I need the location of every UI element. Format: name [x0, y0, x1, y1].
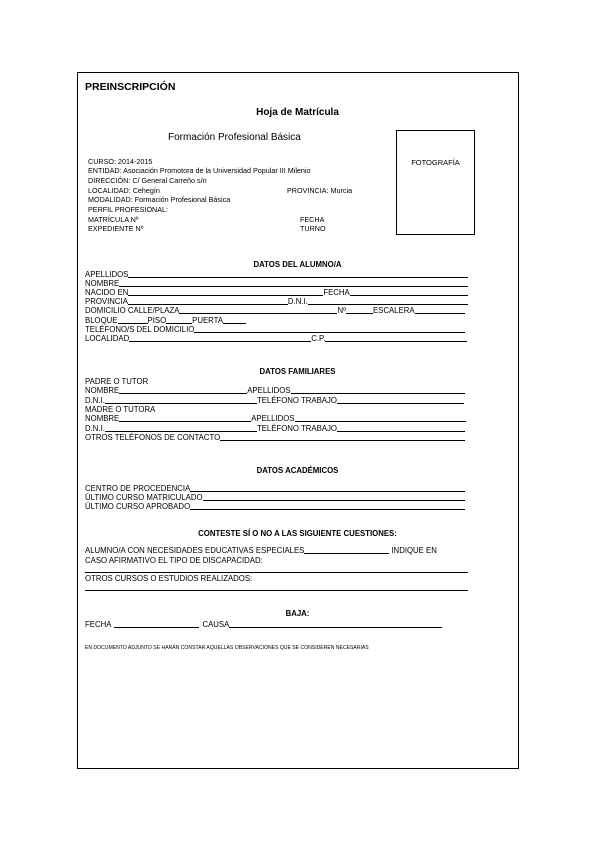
escalera-field[interactable] [415, 313, 465, 314]
numero-field[interactable] [346, 313, 373, 314]
padre-dni-row [85, 396, 464, 405]
madre-dni-field[interactable] [105, 431, 257, 432]
ultimo-aprobado-row [85, 502, 465, 511]
fecha-nacimiento-label: FECHA [323, 288, 350, 298]
photo-label: FOTOGRAFÍA [411, 158, 460, 167]
otros-telefonos-row [85, 433, 465, 442]
discapacidad-field[interactable] [85, 572, 468, 573]
info-expediente: EXPEDIENTE Nº [88, 224, 144, 233]
domicilio-field[interactable] [179, 313, 337, 314]
info-matricula: MATRÍCULA Nº [88, 215, 139, 224]
footer-note: EN DOCUMENTO ADJUNTO SE HARÁN CONSTAR AQUELLAS OBSERVACIONES QUE SE CONSIDEREN NECESARIAS [85, 645, 369, 651]
madre-nombre-row [85, 414, 466, 423]
baja-row [85, 620, 442, 629]
apellidos-field[interactable] [128, 277, 468, 278]
photo-box [396, 130, 475, 235]
section-alumno-heading: DATOS DEL ALUMNO/A [253, 260, 342, 269]
padre-dni-field[interactable] [105, 403, 257, 404]
necesidades-row [85, 546, 465, 555]
otros-cursos-label: OTROS CURSOS O ESTUDIOS REALIZADOS: [85, 574, 253, 584]
info-fecha: FECHA [300, 215, 325, 224]
info-curso: CURSO: 2014-2015 [88, 157, 153, 166]
numero-label: Nº [337, 306, 346, 316]
madre-apellidos-field[interactable] [295, 421, 466, 422]
nacimiento-row [85, 288, 468, 297]
section-baja-heading: BAJA: [285, 609, 310, 618]
nombre-row [85, 279, 468, 288]
madre-label: MADRE O TUTORA [85, 405, 156, 415]
baja-causa-label: CAUSA [202, 620, 230, 630]
apellidos-label: APELLIDOS [85, 270, 129, 280]
info-provincia: PROVINCIA: Murcia [287, 186, 353, 195]
puerta-field[interactable] [223, 323, 246, 324]
madre-nombre-label: NOMBRE [85, 414, 120, 424]
ultimo-matriculado-field[interactable] [203, 500, 465, 501]
necesidades-label: ALUMNO/A CON NECESIDADES EDUCATIVAS ESPECIALES [85, 546, 305, 556]
localidad-field[interactable] [129, 341, 311, 342]
ultimo-aprobado-label: ÚLTIMO CURSO APROBADO [85, 502, 191, 512]
puerta-label: PUERTA [192, 316, 224, 326]
localidad-label: LOCALIDAD [85, 334, 130, 344]
madre-dni-label: D.N.I. [85, 424, 105, 434]
padre-label: PADRE O TUTOR [85, 377, 149, 387]
nacido-en-label: NACIDO EN [85, 288, 129, 298]
piso-label: PISO [147, 316, 167, 326]
apellidos-row [85, 270, 468, 279]
caso-label: CASO AFIRMATIVO EL TIPO DE DISCAPACIDAD: [85, 556, 263, 566]
madre-apellidos-label: APELLIDOS [251, 414, 295, 424]
localidad-row [85, 334, 467, 343]
madre-nombre-field[interactable] [119, 421, 251, 422]
nacido-en-field[interactable] [128, 295, 323, 296]
provincia-field[interactable] [128, 304, 288, 305]
section-academicos-heading: DATOS ACADÉMICOS [256, 466, 339, 475]
bloque-label: BLOQUE [85, 316, 118, 326]
nombre-label: NOMBRE [85, 279, 120, 289]
section-familiares-heading: DATOS FAMILIARES [259, 367, 336, 376]
fecha-nacimiento-field[interactable] [350, 295, 468, 296]
baja-fecha-label: FECHA [85, 620, 112, 630]
info-perfil: PERFIL PROFESIONAL: [88, 205, 169, 214]
madre-telefono-field[interactable] [337, 431, 465, 432]
centro-row [85, 484, 465, 493]
padre-nombre-field[interactable] [119, 393, 247, 394]
padre-nombre-row [85, 386, 465, 395]
otros-cursos-field[interactable] [85, 590, 468, 591]
info-entidad: ENTIDAD: Asociación Promotora de la Universidad Popular III Milenio [88, 166, 311, 175]
indique-label: INDIQUE EN [391, 546, 437, 556]
telefonos-label: TELÉFONO/S DEL DOMICILIO [85, 325, 195, 335]
caso-row [85, 556, 263, 565]
info-turno: TURNO [300, 224, 326, 233]
domicilio-row [85, 306, 465, 315]
info-modalidad: MODALIDAD: Formación Profesional Básica [88, 195, 231, 204]
otros-telefonos-label: OTROS TELÉFONOS DE CONTACTO [85, 433, 221, 443]
telefonos-field[interactable] [194, 332, 465, 333]
madre-row [85, 405, 155, 414]
ultimo-matriculado-label: ÚLTIMO CURSO MATRICULADO [85, 493, 203, 503]
ultimo-aprobado-field[interactable] [190, 509, 465, 510]
telefonos-row [85, 325, 465, 334]
padre-nombre-label: NOMBRE [85, 386, 120, 396]
necesidades-field[interactable] [304, 553, 389, 554]
ultimo-matriculado-row [85, 493, 465, 502]
dni-field[interactable] [308, 304, 468, 305]
provincia-label: PROVINCIA [85, 297, 128, 307]
bloque-field[interactable] [118, 323, 148, 324]
centro-label: CENTRO DE PROCEDENCIA [85, 484, 191, 494]
otros-telefonos-field[interactable] [220, 440, 465, 441]
padre-apellidos-label: APELLIDOS [247, 386, 291, 396]
piso-field[interactable] [166, 323, 192, 324]
section-cuestiones-heading: CONTESTE SÍ O NO A LAS SIGUIENTE CUESTIONES: [198, 529, 397, 538]
padre-telefono-label: TELÉFONO TRABAJO [256, 396, 337, 406]
baja-causa-field[interactable] [229, 627, 442, 628]
bloque-row [85, 316, 246, 325]
madre-telefono-label: TELÉFONO TRABAJO [256, 424, 337, 434]
domicilio-label: DOMICILIO CALLE/PLAZA [85, 306, 180, 316]
cp-field[interactable] [325, 341, 467, 342]
padre-apellidos-field[interactable] [291, 393, 465, 394]
padre-dni-label: D.N.I. [85, 396, 105, 406]
dni-label: D.N.I. [287, 297, 308, 307]
form-subtitle: Hoja de Matrícula [256, 107, 339, 118]
info-localidad: LOCALIDAD: Cehegín [88, 186, 160, 195]
program-name: Formación Profesional Básica [168, 132, 301, 143]
provincia-row [85, 297, 468, 306]
escalera-label: ESCALERA [372, 306, 415, 316]
nombre-field[interactable] [119, 286, 468, 287]
info-direccion: DIRECCIÓN: C/ General Carreño s/n [88, 176, 207, 185]
centro-field[interactable] [190, 491, 465, 492]
baja-fecha-field[interactable] [114, 627, 199, 628]
cp-label: C.P. [311, 334, 326, 344]
otros-cursos-row [85, 574, 252, 583]
padre-row [85, 377, 148, 386]
form-title: PREINSCRIPCIÓN [85, 81, 176, 93]
padre-telefono-field[interactable] [337, 403, 464, 404]
madre-dni-row [85, 424, 465, 433]
